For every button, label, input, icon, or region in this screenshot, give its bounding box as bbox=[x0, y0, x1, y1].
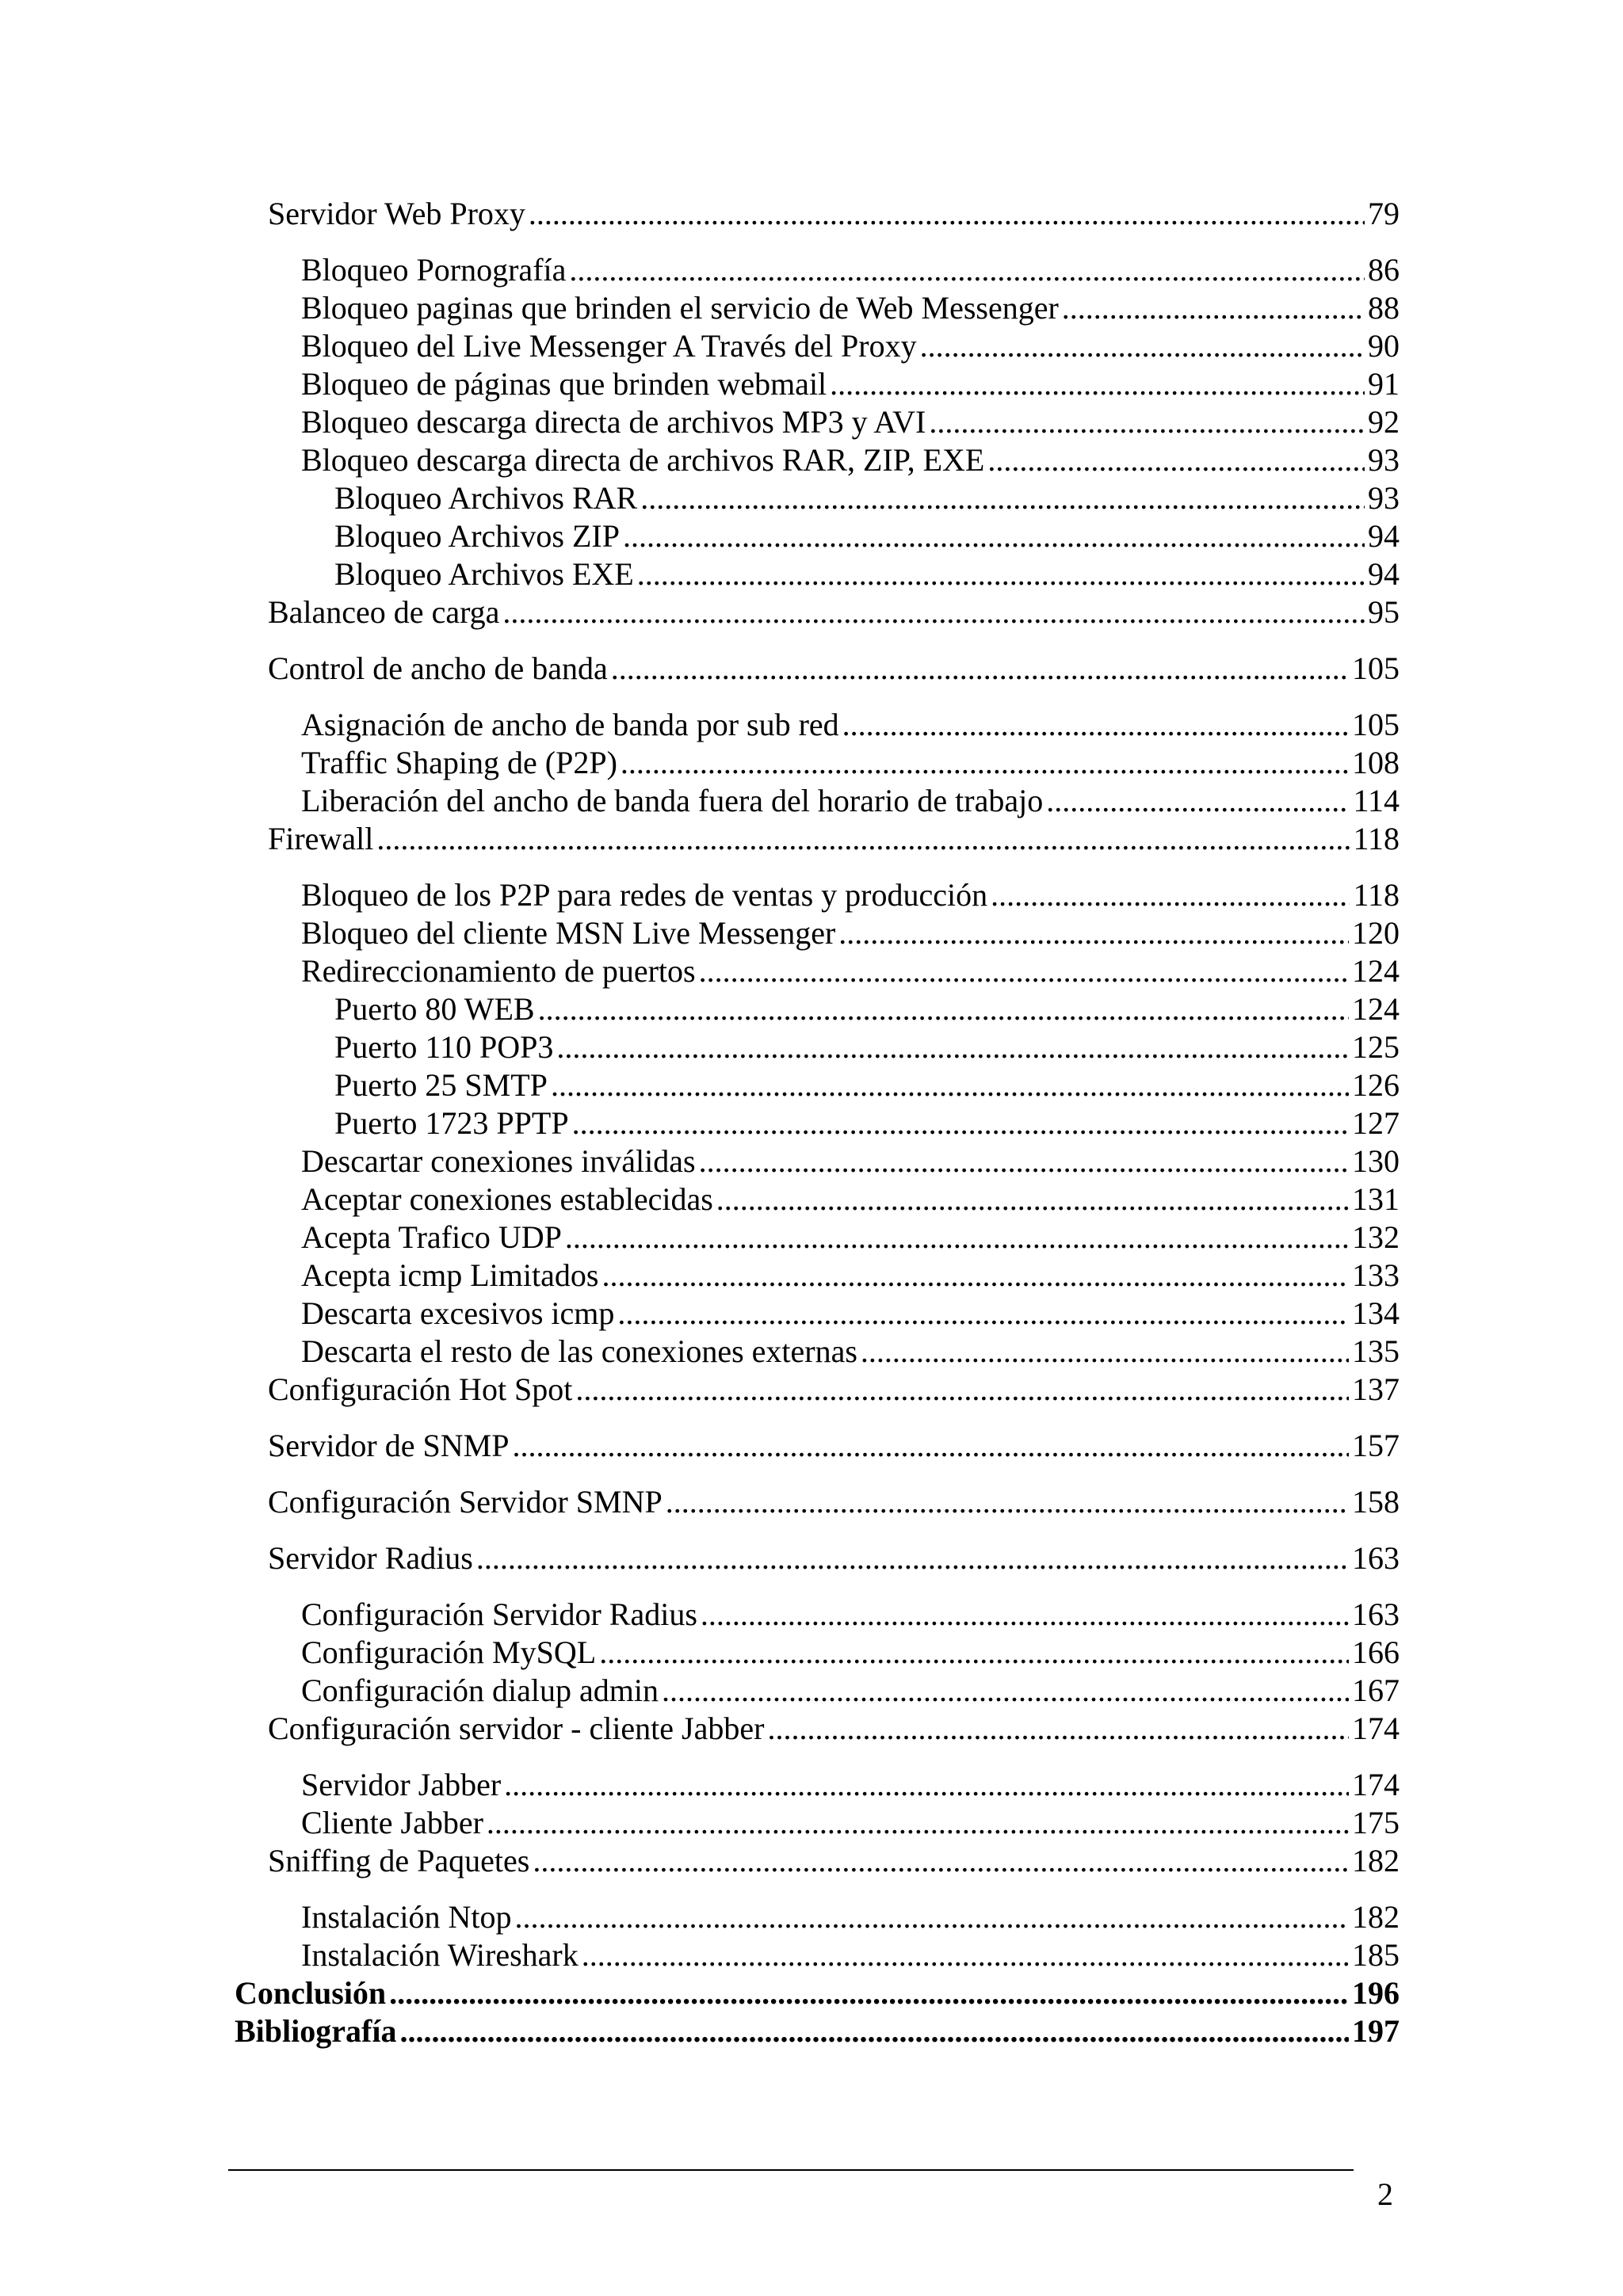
toc-entry-page: 93 bbox=[1368, 480, 1400, 516]
toc-leader-dots bbox=[699, 952, 1349, 990]
toc-entry-title: Redireccionamiento de puertos bbox=[301, 953, 696, 989]
toc-entry[interactable] bbox=[268, 195, 1400, 233]
toc-leader-dots bbox=[515, 1898, 1350, 1936]
toc-entry-title: Acepta Trafico UDP bbox=[301, 1219, 562, 1255]
toc-entry[interactable] bbox=[301, 1766, 1400, 1804]
toc-leader-dots bbox=[699, 1142, 1349, 1180]
toc-entry-title: Bloqueo Archivos RAR bbox=[334, 480, 638, 516]
toc-leader-dots bbox=[476, 1539, 1349, 1577]
page-number: 2 bbox=[1377, 2176, 1393, 2212]
toc-leader-dots bbox=[611, 650, 1349, 688]
toc-entry[interactable] bbox=[334, 1028, 1400, 1066]
toc-leader-dots bbox=[601, 1257, 1349, 1295]
toc-leader-dots bbox=[575, 1371, 1349, 1409]
toc-entry-page: 196 bbox=[1352, 1975, 1400, 2011]
toc-entry-title: Bloqueo Archivos ZIP bbox=[334, 518, 620, 554]
toc-entry-page: 174 bbox=[1352, 1711, 1400, 1746]
toc-entry-title: Configuración servidor - cliente Jabber bbox=[268, 1711, 765, 1746]
toc-entry-page: 132 bbox=[1352, 1219, 1400, 1255]
toc-entry-page: 114 bbox=[1353, 783, 1400, 818]
toc-entry[interactable] bbox=[268, 1427, 1400, 1465]
toc-leader-dots bbox=[991, 876, 1350, 914]
toc-leader-dots bbox=[399, 2012, 1349, 2050]
toc-entry-page: 175 bbox=[1352, 1805, 1400, 1840]
toc-leader-dots bbox=[512, 1427, 1349, 1465]
toc-entry-title: Descarta excesivos icmp bbox=[301, 1295, 615, 1331]
toc-entry[interactable] bbox=[235, 2012, 1400, 2050]
toc-entry-title: Instalación Ntop bbox=[301, 1899, 512, 1935]
toc-leader-dots bbox=[830, 365, 1365, 403]
toc-entry[interactable] bbox=[301, 1142, 1400, 1180]
toc-leader-dots bbox=[538, 990, 1349, 1028]
toc-entry[interactable] bbox=[334, 990, 1400, 1028]
toc-entry[interactable] bbox=[301, 706, 1400, 744]
toc-entry[interactable] bbox=[334, 517, 1400, 555]
toc-leader-dots bbox=[551, 1066, 1349, 1104]
toc-entry[interactable] bbox=[268, 650, 1400, 688]
toc-entry[interactable] bbox=[301, 952, 1400, 990]
toc-entry-title: Descarta el resto de las conexiones externas bbox=[301, 1333, 857, 1369]
toc-entry-title: Conclusión bbox=[235, 1975, 387, 2011]
toc-entry-title: Bloqueo de páginas que brinden webmail bbox=[301, 366, 827, 402]
toc-entry-page: 174 bbox=[1352, 1767, 1400, 1802]
toc-entry-page: 88 bbox=[1368, 290, 1400, 326]
toc-entry[interactable] bbox=[301, 1219, 1400, 1257]
toc-entry[interactable] bbox=[268, 1842, 1400, 1880]
toc-entry-page: 130 bbox=[1352, 1143, 1400, 1179]
toc-entry[interactable] bbox=[301, 403, 1400, 441]
toc-leader-dots bbox=[621, 744, 1349, 782]
toc-entry-page: 163 bbox=[1352, 1596, 1400, 1632]
toc-entry-title: Traffic Shaping de (P2P) bbox=[301, 745, 617, 780]
toc-entry[interactable] bbox=[301, 782, 1400, 820]
toc-entry-page: 108 bbox=[1352, 745, 1400, 780]
toc-leader-dots bbox=[504, 1766, 1349, 1804]
toc-entry-page: 124 bbox=[1352, 991, 1400, 1027]
toc-entry-page: 105 bbox=[1352, 707, 1400, 742]
toc-entry-title: Instalación Wireshark bbox=[301, 1937, 579, 1973]
toc-entry-title: Descartar conexiones inválidas bbox=[301, 1143, 696, 1179]
toc-entry[interactable] bbox=[235, 1974, 1400, 2012]
toc-entry-title: Configuración dialup admin bbox=[301, 1672, 659, 1708]
toc-entry-page: 86 bbox=[1368, 252, 1400, 288]
toc-entry-page: 94 bbox=[1368, 518, 1400, 554]
toc-leader-dots bbox=[617, 1295, 1349, 1333]
toc-entry-page: 163 bbox=[1352, 1540, 1400, 1576]
toc-entry-page: 133 bbox=[1352, 1257, 1400, 1293]
toc-entry-title: Configuración Servidor SMNP bbox=[268, 1484, 663, 1520]
toc-entry[interactable] bbox=[268, 593, 1400, 631]
toc-entry-page: 182 bbox=[1352, 1899, 1400, 1935]
toc-leader-dots bbox=[1046, 782, 1350, 820]
toc-entry-page: 134 bbox=[1352, 1295, 1400, 1331]
toc-entry-page: 118 bbox=[1353, 877, 1400, 913]
toc-leader-dots bbox=[502, 593, 1365, 631]
toc-entry[interactable] bbox=[301, 914, 1400, 952]
toc-entry[interactable] bbox=[301, 744, 1400, 782]
toc-entry-title: Puerto 80 WEB bbox=[334, 991, 535, 1027]
toc-entry-page: 157 bbox=[1352, 1428, 1400, 1463]
toc-entry-page: 158 bbox=[1352, 1484, 1400, 1520]
toc-leader-dots bbox=[487, 1804, 1349, 1842]
toc-entry[interactable] bbox=[268, 820, 1400, 858]
toc-leader-dots bbox=[637, 555, 1365, 593]
toc-leader-dots bbox=[842, 706, 1349, 744]
toc-entry-page: 135 bbox=[1352, 1333, 1400, 1369]
toc-entry-title: Asignación de ancho de banda por sub red bbox=[301, 707, 839, 742]
toc-entry[interactable] bbox=[334, 555, 1400, 593]
toc-leader-dots bbox=[701, 1596, 1349, 1634]
toc-entry-page: 93 bbox=[1368, 442, 1400, 478]
toc-leader-dots bbox=[861, 1333, 1349, 1371]
toc-entry[interactable] bbox=[301, 876, 1400, 914]
toc-leader-dots bbox=[623, 517, 1365, 555]
toc-entry-title: Liberación del ancho de banda fuera del horario de trabajo bbox=[301, 783, 1044, 818]
toc-entry-title: Puerto 110 POP3 bbox=[334, 1029, 554, 1065]
toc-leader-dots bbox=[987, 441, 1365, 479]
toc-entry-page: 137 bbox=[1352, 1371, 1400, 1407]
toc-entry-title: Bloqueo del cliente MSN Live Messenger bbox=[301, 915, 836, 951]
toc-entry-title: Bibliografía bbox=[235, 2013, 397, 2049]
toc-leader-dots bbox=[565, 1219, 1349, 1257]
toc-leader-dots bbox=[556, 1028, 1349, 1066]
toc-entry[interactable] bbox=[301, 365, 1400, 403]
toc-entry[interactable] bbox=[301, 1634, 1400, 1672]
toc-leader-dots bbox=[529, 195, 1365, 233]
toc-leader-dots bbox=[389, 1974, 1349, 2012]
toc-entry[interactable] bbox=[301, 1898, 1400, 1936]
toc-entry-title: Puerto 1723 PPTP bbox=[334, 1105, 569, 1141]
toc-entry-title: Firewall bbox=[268, 821, 374, 856]
toc-entry-title: Servidor de SNMP bbox=[268, 1428, 510, 1463]
toc-leader-dots bbox=[929, 403, 1365, 441]
toc-entry-title: Bloqueo de los P2P para redes de ventas y producción bbox=[301, 877, 988, 913]
toc-entry-page: 185 bbox=[1352, 1937, 1400, 1973]
toc-entry[interactable] bbox=[301, 1333, 1400, 1371]
toc-entry[interactable] bbox=[268, 1483, 1400, 1521]
toc-leader-dots bbox=[640, 479, 1365, 517]
toc-entry-title: Bloqueo Archivos EXE bbox=[334, 556, 634, 592]
toc-entry-title: Configuración Servidor Radius bbox=[301, 1596, 697, 1632]
toc-entry-page: 105 bbox=[1352, 650, 1400, 686]
toc-entry[interactable] bbox=[301, 1295, 1400, 1333]
toc-entry-page: 182 bbox=[1352, 1843, 1400, 1878]
toc-entry-page: 91 bbox=[1368, 366, 1400, 402]
toc-entry-title: Configuración MySQL bbox=[301, 1634, 597, 1670]
toc-leader-dots bbox=[767, 1710, 1349, 1748]
toc-leader-dots bbox=[920, 327, 1365, 365]
toc-entry[interactable] bbox=[334, 479, 1400, 517]
toc-entry-title: Aceptar conexiones establecidas bbox=[301, 1181, 713, 1217]
toc-leader-dots bbox=[838, 914, 1349, 952]
toc-leader-dots bbox=[1062, 289, 1365, 327]
toc-entry-page: 118 bbox=[1353, 821, 1400, 856]
toc-entry-title: Bloqueo Pornografía bbox=[301, 252, 567, 288]
toc-entry[interactable] bbox=[301, 1804, 1400, 1842]
toc-entry-page: 95 bbox=[1368, 594, 1400, 630]
toc-leader-dots bbox=[376, 820, 1350, 858]
toc-entry-title: Bloqueo descarga directa de archivos RAR, ZIP, EXE bbox=[301, 442, 985, 478]
toc-entry-title: Servidor Radius bbox=[268, 1540, 473, 1576]
toc-entry-page: 131 bbox=[1352, 1181, 1400, 1217]
toc-entry-title: Sniffing de Paquetes bbox=[268, 1843, 530, 1878]
toc-entry[interactable] bbox=[301, 441, 1400, 479]
toc-entry-page: 127 bbox=[1352, 1105, 1400, 1141]
toc-leader-dots bbox=[569, 251, 1365, 289]
toc-entry[interactable] bbox=[334, 1104, 1400, 1142]
toc-entry-page: 94 bbox=[1368, 556, 1400, 592]
toc-entry-page: 124 bbox=[1352, 953, 1400, 989]
toc-leader-dots bbox=[572, 1104, 1349, 1142]
toc-entry-page: 92 bbox=[1368, 404, 1400, 440]
toc-leader-dots bbox=[533, 1842, 1349, 1880]
toc-entry[interactable] bbox=[301, 251, 1400, 289]
toc-entry-title: Bloqueo descarga directa de archivos MP3 y AVI bbox=[301, 404, 926, 440]
toc-entry[interactable] bbox=[301, 1936, 1400, 1974]
toc-entry[interactable] bbox=[301, 1180, 1400, 1219]
toc-entry[interactable] bbox=[301, 1257, 1400, 1295]
toc-entry[interactable] bbox=[301, 1596, 1400, 1634]
toc-leader-dots bbox=[662, 1672, 1349, 1710]
toc-entry-title: Puerto 25 SMTP bbox=[334, 1067, 548, 1103]
toc-entry-page: 126 bbox=[1352, 1067, 1400, 1103]
toc-entry-title: Balanceo de carga bbox=[268, 594, 500, 630]
toc-entry-title: Acepta icmp Limitados bbox=[301, 1257, 599, 1293]
toc-entry-page: 125 bbox=[1352, 1029, 1400, 1065]
toc-entry[interactable] bbox=[268, 1710, 1400, 1748]
toc-entry-title: Control de ancho de banda bbox=[268, 650, 608, 686]
toc-entry[interactable] bbox=[334, 1066, 1400, 1104]
toc-entry-page: 90 bbox=[1368, 328, 1400, 364]
toc-entry-page: 166 bbox=[1352, 1634, 1400, 1670]
toc-entry[interactable] bbox=[301, 327, 1400, 365]
toc-entry[interactable] bbox=[268, 1371, 1400, 1409]
toc-leader-dots bbox=[599, 1634, 1349, 1672]
toc-entry-page: 197 bbox=[1352, 2013, 1400, 2049]
toc-entry[interactable] bbox=[301, 1672, 1400, 1710]
toc-leader-dots bbox=[582, 1936, 1349, 1974]
toc-entry-page: 120 bbox=[1352, 915, 1400, 951]
toc-entry-title: Configuración Hot Spot bbox=[268, 1371, 573, 1407]
toc-entry-page: 79 bbox=[1368, 196, 1400, 231]
toc-entry-title: Bloqueo paginas que brinden el servicio de Web Messenger bbox=[301, 290, 1059, 326]
toc-entry-title: Cliente Jabber bbox=[301, 1805, 483, 1840]
toc-entry[interactable] bbox=[301, 289, 1400, 327]
toc-leader-dots bbox=[666, 1483, 1349, 1521]
toc-entry-title: Servidor Web Proxy bbox=[268, 196, 525, 231]
footer-rule bbox=[228, 2169, 1354, 2171]
toc-leader-dots bbox=[716, 1180, 1349, 1219]
toc-entry-title: Bloqueo del Live Messenger A Través del Proxy bbox=[301, 328, 917, 364]
toc-entry[interactable] bbox=[268, 1539, 1400, 1577]
toc-entry-title: Servidor Jabber bbox=[301, 1767, 502, 1802]
toc-entry-page: 167 bbox=[1352, 1672, 1400, 1708]
